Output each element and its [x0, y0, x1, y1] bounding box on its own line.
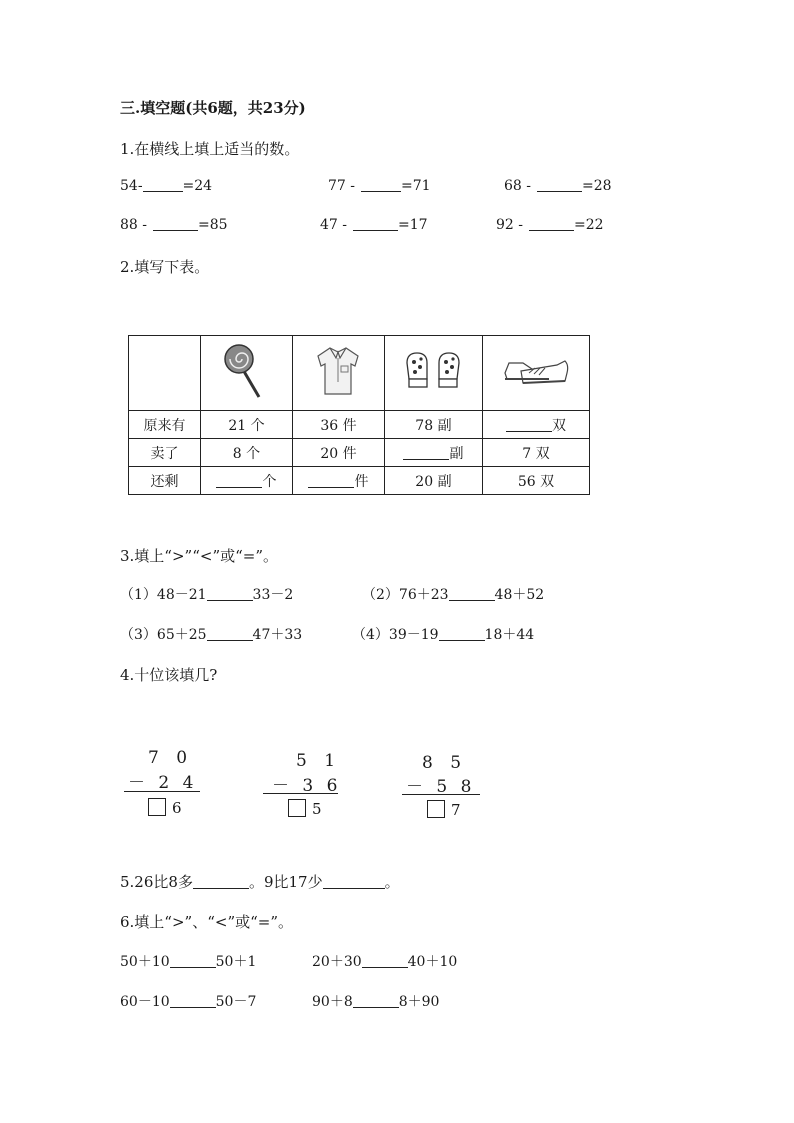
- answer-blank[interactable]: [170, 953, 216, 968]
- table-cell: 21 个: [201, 411, 293, 439]
- table-cell: 20 件: [292, 439, 384, 467]
- question-1-title: 1.在横线上填上适当的数。: [120, 140, 300, 158]
- q1-item: 88 - =85: [120, 217, 228, 233]
- row-header: 还剩: [129, 467, 201, 495]
- shirt-cell: [292, 336, 384, 411]
- table-cell: 8 个: [201, 439, 293, 467]
- table-cell: 56 双: [482, 467, 589, 495]
- question-5: 5.26比8多 。9比17少 。: [120, 873, 400, 891]
- answer-blank[interactable]: [207, 626, 253, 641]
- vertical-minuend: 7 0: [148, 748, 194, 768]
- table-row: [129, 411, 590, 439]
- q6-item: 20＋30 40＋10: [312, 954, 458, 970]
- vertical-subtrahend: － 5 8: [406, 777, 476, 797]
- fill-table: [128, 335, 590, 495]
- answer-blank[interactable]: [170, 993, 216, 1008]
- mittens-cell: [384, 336, 482, 411]
- vertical-subtrahend: － 3 6: [272, 776, 342, 796]
- q1-item: 77 - =71: [328, 178, 431, 194]
- answer-line: [402, 794, 480, 795]
- vertical-minuend: 8 5: [422, 753, 468, 773]
- answer-blank[interactable]: [323, 874, 385, 889]
- answer-blank[interactable]: [308, 473, 354, 488]
- lollipop-icon: [221, 341, 271, 401]
- q1-item: 92 - =22: [496, 217, 604, 233]
- q1-item: 54- =24: [120, 178, 213, 194]
- row-header: 卖了: [129, 439, 201, 467]
- table-cell: 36 件: [292, 411, 384, 439]
- answer-blank[interactable]: [353, 993, 399, 1008]
- question-2-title: 2.填写下表。: [120, 258, 210, 276]
- answer-blank[interactable]: [216, 473, 262, 488]
- ones-digit: 7: [451, 801, 461, 819]
- q6-item: 50＋10 50＋1: [120, 954, 257, 970]
- q1-item: 68 - =28: [504, 178, 612, 194]
- answer-line: [263, 793, 338, 794]
- ones-digit: 5: [312, 800, 322, 818]
- lollipop-cell: [201, 336, 293, 411]
- answer-blank[interactable]: [353, 216, 398, 231]
- q3-item: （1）48－21 33－2: [120, 587, 294, 603]
- tens-answer-box[interactable]: [148, 798, 166, 816]
- q3-item: （3）65＋25 47＋33: [120, 627, 303, 643]
- answer-blank[interactable]: [537, 177, 582, 192]
- answer-blank[interactable]: [403, 445, 449, 460]
- q1-item: 47 - =17: [320, 217, 428, 233]
- table-cell: 20 副: [384, 467, 482, 495]
- answer-blank[interactable]: [439, 626, 485, 641]
- tens-answer-box[interactable]: [427, 800, 445, 818]
- mittens-icon: [401, 349, 465, 393]
- table-cell: 件: [292, 467, 384, 495]
- answer-blank[interactable]: [529, 216, 574, 231]
- table-row: [129, 467, 590, 495]
- table-cell: 双: [482, 411, 589, 439]
- q3-item: （4）39－19 18＋44: [352, 627, 535, 643]
- section-title: 三.填空题(共6题，共23分): [120, 99, 306, 117]
- question-3-title: 3.填上“>”“<”或“=”。: [120, 547, 279, 565]
- table-cell: 个: [201, 467, 293, 495]
- answer-blank[interactable]: [449, 586, 495, 601]
- q6-item: 90＋8 8＋90: [312, 994, 440, 1010]
- vertical-subtrahend: － 2 4: [128, 773, 198, 793]
- table-row: [129, 439, 590, 467]
- table-cell: 7 双: [482, 439, 589, 467]
- table-cell: 副: [384, 439, 482, 467]
- shirt-icon: [314, 342, 362, 400]
- answer-blank[interactable]: [361, 177, 401, 192]
- answer-blank[interactable]: [207, 586, 253, 601]
- ones-digit: 6: [172, 799, 182, 817]
- answer-blank[interactable]: [193, 874, 249, 889]
- table-corner-cell: [129, 336, 201, 411]
- q3-item: （2）76＋23 48＋52: [362, 587, 545, 603]
- tens-answer-box[interactable]: [288, 799, 306, 817]
- shoes-cell: [482, 336, 589, 411]
- question-6-title: 6.填上“>”、“<”或“=”。: [120, 913, 294, 931]
- answer-line: [124, 791, 200, 792]
- shoes-icon: [501, 351, 571, 391]
- row-header: 原来有: [129, 411, 201, 439]
- answer-blank[interactable]: [143, 177, 183, 192]
- question-4-title: 4.十位该填几?: [120, 666, 218, 684]
- answer-blank[interactable]: [506, 417, 552, 432]
- answer-blank[interactable]: [153, 216, 198, 231]
- table-cell: 78 副: [384, 411, 482, 439]
- q6-item: 60－10 50－7: [120, 994, 257, 1010]
- answer-blank[interactable]: [362, 953, 408, 968]
- vertical-minuend: 5 1: [296, 751, 342, 771]
